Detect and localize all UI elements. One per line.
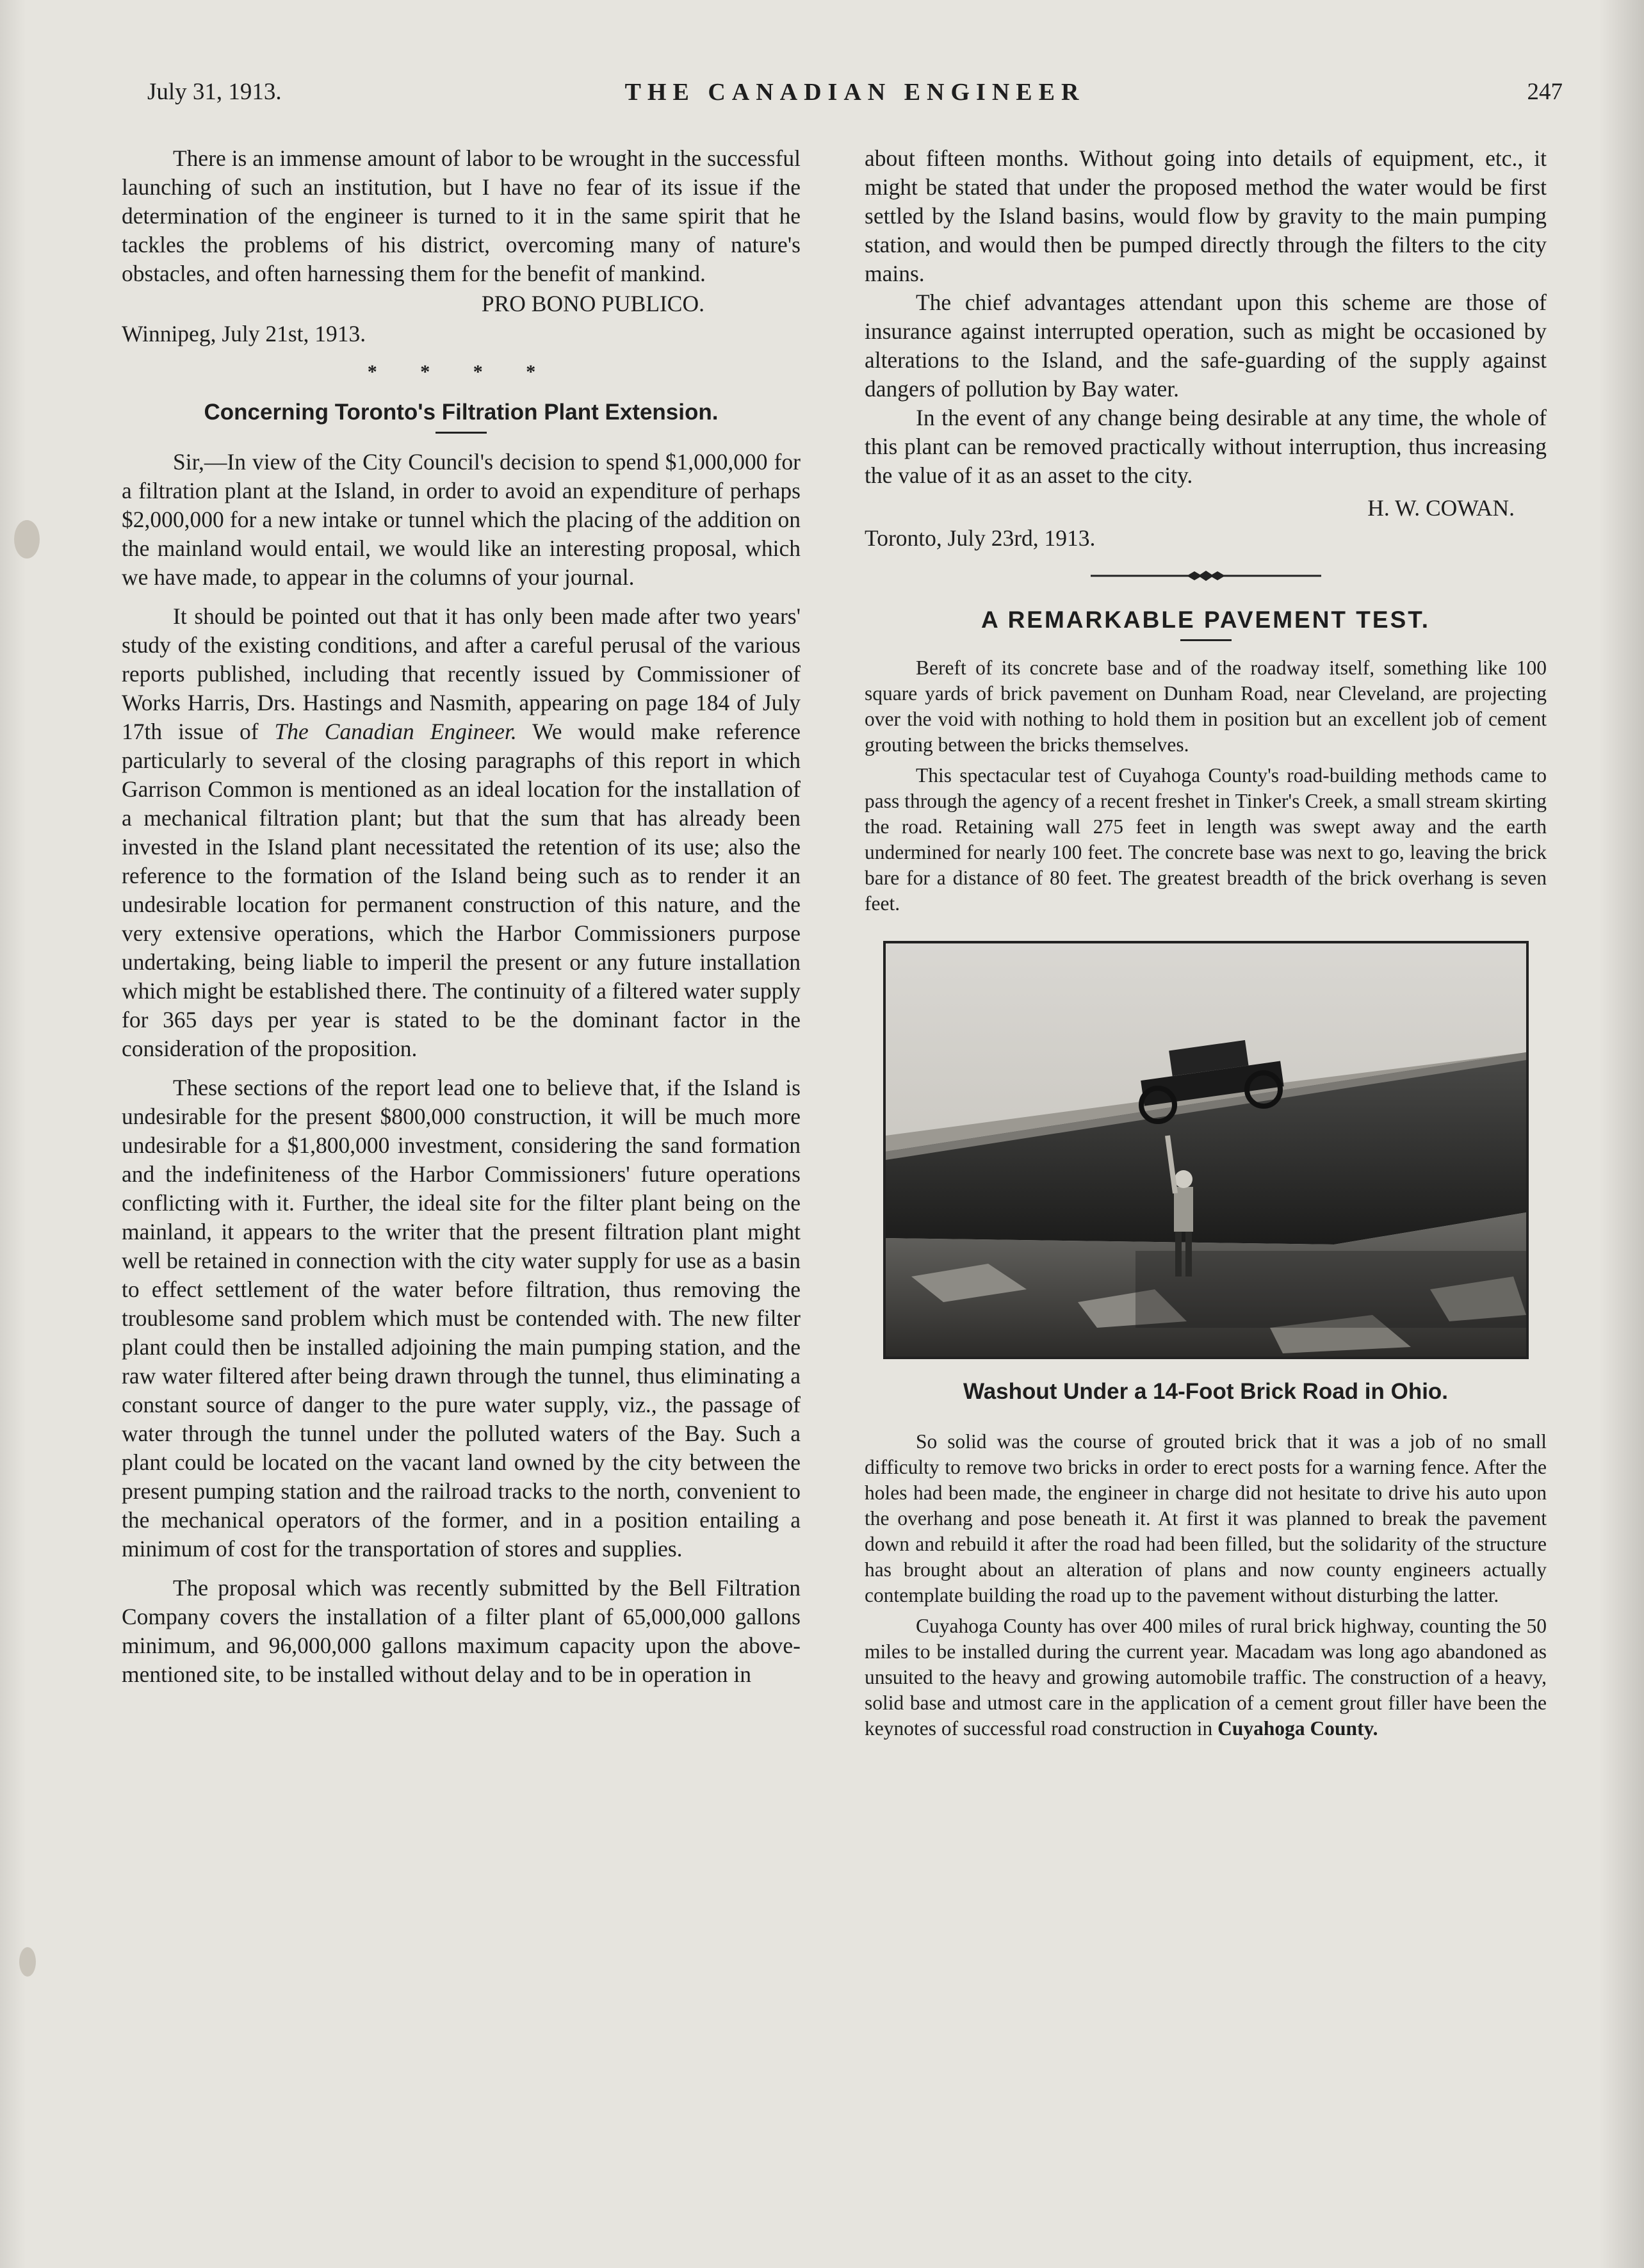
letter2-continuation: The chief advantages attendant upon this scheme are those of insurance against interrupted operation, such as might be occasioned by alterations to the Island, and the safe-guarding of the supply against dangers of pollution by Bay water. <box>865 290 1547 402</box>
journal-citation: The Canadian Engineer. <box>274 719 517 744</box>
article-paragraph <box>865 1613 1547 1742</box>
letter2-heading: Concerning Toronto's Filtration Plant Extension. <box>204 400 719 425</box>
letter1-signature: PRO BONO PUBLICO. <box>481 291 704 316</box>
washout-photo <box>883 941 1529 1359</box>
margin-blemish <box>14 520 40 559</box>
section-separator: * * * * <box>367 361 555 382</box>
letter2-paragraph-with-citation <box>122 602 801 1063</box>
ornamental-rule <box>1091 569 1321 582</box>
letter1-body: There is an immense amount of labor to be wrought in the successful launching of such an institution, but I have no fear of its issue if the determination of the engineer is turned to it in the same spirit that he tackles the problems of his district, overcoming many of nature's obstacles, and often harnessing them for the benefit of mankind. <box>122 145 801 286</box>
heading-rule <box>435 432 487 434</box>
letter1-dateline: Winnipeg, July 21st, 1913. <box>122 321 366 347</box>
letter2-dateline: Toronto, July 23rd, 1913. <box>865 525 1096 551</box>
letter2-paragraph: These sections of the report lead one to believe that, if the Island is undesirable for the present $800,000 construction, it will be much more undesirable for a $1,800,000 investment, considering the sand formation and the indefiniteness of the Harbor Commissioners' future operations conflicting with it. Further, the ideal site for the filter plant being on the mainland, it appears to the writer that the present filtration plant might well be retained in connection with the city water supply for use as a basin to effect settlement of the water before filtration, thus removing the troublesome sand problem which must be contended with. The new filter plant could then be installed adjoining the main pumping station, and the raw water filtered after being drawn through the tunnel, thus eliminating a constant source of danger to the pure water supply, viz., the passage of water through the tunnel under the polluted waters of the Bay. Such a plant could be located on the vacant land owned by the city between the present pumping station and the railroad tracks to the north, convenient to the mechanical operators of the former, and in a position entailing a minimum of cost for the transportation of stores and supplies. <box>122 1075 801 1562</box>
article-paragraph: So solid was the course of grouted brick that it was a job of no small difficulty to remove two bricks in order to erect posts for a warning fence. After the holes had been made, the engineer in charge did not hesitate to drive his auto upon the overhang and pose beneath it. At first it was planned to break the pavement down and rebuild it after the road had been filled, but the solidarity of the structure has brought about an alteration of plans and now county engineers actually contemplate building the road up to the pavement without disturbing the latter. <box>865 1430 1547 1606</box>
article-paragraph: Bereft of its concrete base and of the roadway itself, something like 100 square yards of brick pavement on Dunham Road, near Cleveland, are projecting over the void with nothing to hold them in position but an excellent job of cement grouting between the bricks themselves. <box>865 657 1547 756</box>
right-column <box>865 144 1547 1742</box>
issue-date: July 31, 1913. <box>147 79 282 105</box>
letter2-continuation: In the event of any change being desirable at any time, the whole of this plant can be removed practically without interruption, thus increasing the value of it as an asset to the city. <box>865 405 1547 488</box>
page-edge-shadow-right <box>1599 0 1644 2268</box>
bold-text-run: Cuyahoga County. <box>1217 1717 1378 1740</box>
left-column <box>122 144 801 1689</box>
heading-rule <box>1180 639 1232 641</box>
photo-caption: Washout Under a 14-Foot Brick Road in Ohio. <box>963 1379 1449 1404</box>
running-header <box>147 78 1563 117</box>
letter2-signature: H. W. COWAN. <box>1367 495 1515 521</box>
letter2-paragraph: The proposal which was recently submitted by the Bell Filtration Company covers the installation of a filter plant of 65,000,000 gallons minimum, and 96,000,000 gallons maximum capacity upon the above-mentioned site, to be installed without delay and to be in operation in <box>122 1575 801 1687</box>
page-edge-shadow-left <box>0 0 26 2268</box>
margin-blemish <box>19 1947 36 1977</box>
article-heading: A REMARKABLE PAVEMENT TEST. <box>981 607 1431 633</box>
journal-title: THE CANADIAN ENGINEER <box>624 79 1086 106</box>
letter2-continuation: about fifteen months. Without going into details of equipment, etc., it might be stated that under the proposed method the water would be first settled by the Island basins, would flow by gravity to the main pumping station, and would then be pumped directly through the filters to the city mains. <box>865 145 1547 286</box>
text-run: Cuyahoga County has over 400 miles of rural brick highway, counting the 50 miles to be installed during the current year. Macadam was long ago abandoned as unsuited to the heavy and growing automobile traffic. The construction of a heavy, solid base and utmost care in the application of a cement grout filler have been the keynotes of successful road construction in <box>865 1615 1547 1740</box>
photo-illustration <box>886 943 1526 1357</box>
article-paragraph: This spectacular test of Cuyahoga County's road-building methods came to pass through the agency of a recent freshet in Tinker's Creek, a small stream skirting the road. Retaining wall 275 feet in length was swept away and the earth undermined for nearly 100 feet. The concrete base was next to go, leaving the brick bare for a distance of 80 feet. The greatest breadth of the brick overhang is seven feet. <box>865 764 1547 915</box>
page-number: 247 <box>1527 79 1563 105</box>
letter2-paragraph: Sir,—In view of the City Council's decision to spend $1,000,000 for a filtration plant at the Island, in order to avoid an expenditure of perhaps $2,000,000 for a new intake or tunnel which the placing of the addition on the mainland would entail, we would like an interesting proposal, which we have made, to appear in the columns of your journal. <box>122 449 801 590</box>
text-run: It should be pointed out that it has only been made after two years' study of the existing conditions, and after a careful perusal of the various reports published, including that recently issued by Commissioner of Works Harris, Drs. Hastings and Nasmith, appearing on page 184 of July 17th issue of <box>122 603 801 744</box>
text-run: We would make reference particularly to several of the closing paragraphs of this report in which Garrison Common is mentioned as an ideal location for the installation of a mechanical filtration plant; but that the sum that has already been invested in the Island plant necessitated the retention of its use; also the reference to the formation of the Island being such as to render it an undesirable location for permanent construction of this nature, and the very extensive operations, which the Harbor Commissioners purpose undertaking, being liable to imperil the present or any future installation which might be established there. The continuity of a filtered water supply for 365 days per year is stated to be the dominant factor in the consideration of the proposition. <box>122 719 801 1061</box>
